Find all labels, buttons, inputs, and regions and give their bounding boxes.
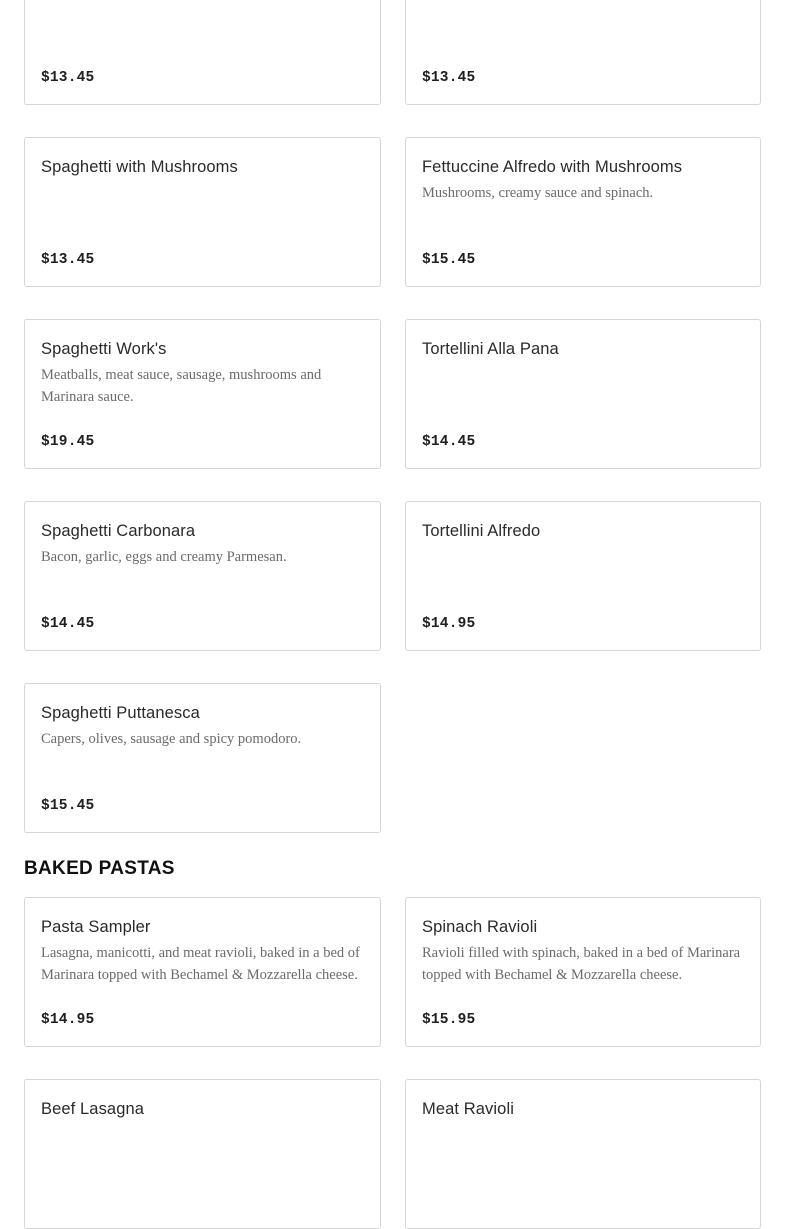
menu-item-card[interactable]: [405, 319, 761, 469]
menu-item-card[interactable]: [405, 0, 761, 105]
menu-item-price: $15.95: [422, 1012, 476, 1028]
menu-item-description: Ravioli filled with spinach, baked in a bed of Marinara topped with Bechamel & Mozzarella cheese.: [422, 945, 741, 983]
menu-item-name: Tortellini Alfredo: [422, 522, 541, 540]
menu-item-card[interactable]: [405, 137, 761, 287]
menu-item-name: Spaghetti with Mushrooms: [41, 158, 238, 176]
menu-item-description: Capers, olives, sausage and spicy pomodoro.: [41, 731, 302, 747]
menu-item-name: Pasta Sampler: [41, 918, 151, 936]
menu-item-card[interactable]: [24, 0, 381, 105]
menu-item-card[interactable]: [24, 683, 381, 833]
menu-item-price: $14.45: [422, 434, 476, 450]
menu-item-description: Mushrooms, creamy sauce and spinach.: [422, 185, 654, 201]
menu-item-name: Spaghetti Puttanesca: [41, 704, 200, 722]
menu-item-card[interactable]: [24, 319, 381, 469]
menu-item-description: Lasagna, manicotti, and meat ravioli, baked in a bed of Marinara topped with Bechamel & Mozzarella cheese.: [41, 945, 360, 983]
menu-item-price: $15.45: [422, 252, 476, 268]
menu-item-description: Bacon, garlic, eggs and creamy Parmesan.: [41, 549, 287, 565]
menu-item-card[interactable]: [24, 137, 381, 287]
section-heading-baked-pastas: BAKED PASTAS: [24, 858, 175, 879]
menu-item-card[interactable]: [405, 1079, 761, 1229]
menu-item-price: $19.45: [41, 434, 95, 450]
menu-item-price: $14.45: [41, 616, 95, 632]
menu-grid-pastas: [24, 0, 785, 833]
menu-item-price: $13.45: [422, 70, 476, 86]
menu-item-price: $15.45: [41, 798, 95, 814]
menu-item-card[interactable]: [405, 501, 761, 651]
menu-item-name: Spaghetti Carbonara: [41, 522, 196, 540]
menu-item-card[interactable]: [405, 897, 761, 1047]
menu-item-name: Beef Lasagna: [41, 1100, 145, 1118]
menu-item-price: $14.95: [422, 616, 476, 632]
menu-item-name: Tortellini Alla Pana: [422, 340, 559, 358]
menu-item-name: Meat Ravioli: [422, 1100, 514, 1118]
menu-item-name: Spaghetti Work's: [41, 340, 167, 358]
menu-grid-baked-pastas: [24, 897, 785, 1229]
menu-item-price: $14.95: [41, 1012, 95, 1028]
menu-item-price: $13.45: [41, 70, 95, 86]
menu-item-name: Spinach Ravioli: [422, 918, 538, 936]
menu-item-name: Fettuccine Alfredo with Mushrooms: [422, 158, 683, 176]
menu-item-card[interactable]: [24, 1079, 381, 1229]
menu-item-description: Meatballs, meat sauce, sausage, mushrooms and Marinara sauce.: [41, 367, 322, 405]
menu-item-price: $13.45: [41, 252, 95, 268]
menu-item-card[interactable]: [24, 897, 381, 1047]
menu-item-card[interactable]: [24, 501, 381, 651]
